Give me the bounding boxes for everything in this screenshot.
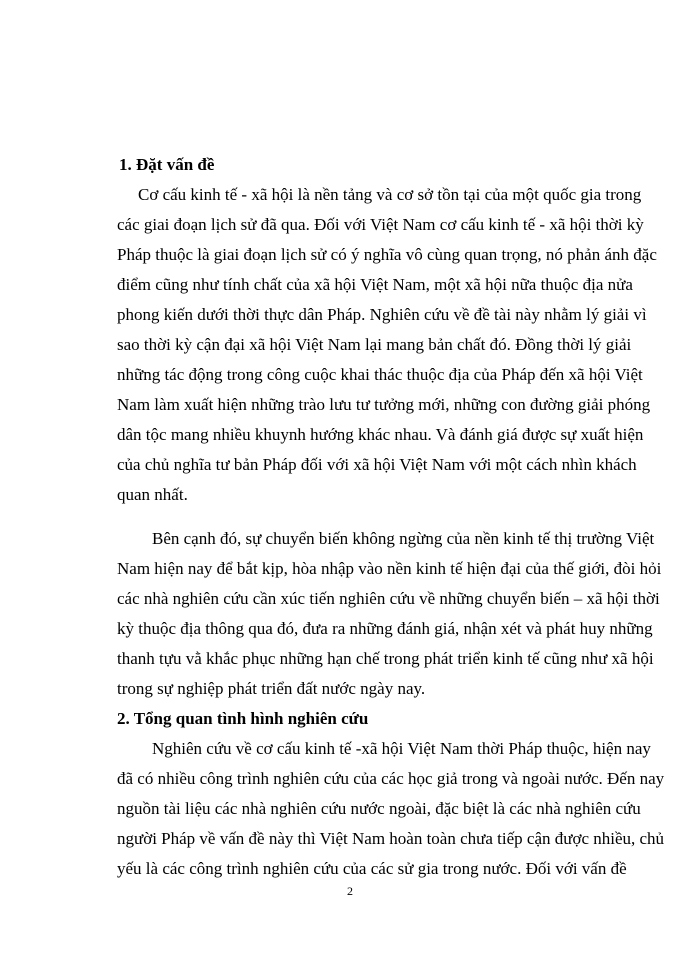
text-line: thanh tựu vằ khắc phục những hạn chế trong phát triển kinh tế cũng như xã hội — [117, 649, 654, 668]
paragraph — [117, 180, 657, 510]
text-line: dân tộc mang nhiều khuynh hướng khác nhau. Và đánh giá được sự xuất hiện — [117, 425, 644, 444]
text-line: sao thời kỳ cận đại xã hội Việt Nam lại mang bản chất đó. Đồng thời lý giải — [117, 335, 632, 354]
page-number: 2 — [347, 884, 353, 898]
text-line: đã có nhiều công trình nghiên cứu của các học giả trong và ngoài nước. Đến nay — [117, 769, 665, 788]
text-line: kỳ thuộc địa thông qua đó, đưa ra những đánh giá, nhận xét và phát huy những — [117, 619, 653, 638]
text-line: Cơ cấu kinh tế - xã hội là nền tảng và cơ sở tồn tại của một quốc gia trong — [138, 185, 642, 204]
text-line: người Pháp về vấn đề này thì Việt Nam hoàn toàn chưa tiếp cận được nhiều, chủ — [117, 829, 665, 848]
text-line: các giai đoạn lịch sử đã qua. Đối với Việt Nam cơ cấu kinh tế - xã hội thời kỳ — [117, 215, 644, 234]
section-heading-2: 2. Tổng quan tình hình nghiên cứu — [117, 709, 369, 728]
text-line: quan nhất. — [117, 485, 188, 504]
text-line: Nghiên cứu về cơ cấu kinh tế -xã hội Việt Nam thời Pháp thuộc, hiện nay — [152, 739, 651, 758]
text-line: các nhà nghiên cứu cần xúc tiến nghiên cứu về những chuyển biến – xã hội thời — [117, 589, 660, 608]
text-line: Pháp thuộc là giai đoạn lịch sử có ý nghĩa vô cùng quan trọng, nó phản ánh đặc — [117, 245, 657, 264]
text-line: điểm cũng như tính chất của xã hội Việt Nam, một xã hội nữa thuộc địa nửa — [117, 275, 633, 294]
text-line: yếu là các công trình nghiên cứu của các sử gia trong nước. Đối với vấn đề — [117, 859, 627, 878]
text-line: phong kiến dưới thời thực dân Pháp. Nghiên cứu về đề tài này nhằm lý giải vì — [117, 305, 647, 324]
text-line: Nam làm xuất hiện những trào lưu tư tưởng mới, những con đường giải phóng — [117, 395, 651, 414]
text-line: trong sự nghiệp phát triển đất nước ngày nay. — [117, 679, 426, 698]
text-line: nguồn tài liệu các nhà nghiên cứu nước ngoài, đặc biệt là các nhà nghiên cứu — [117, 799, 641, 818]
paragraph — [117, 734, 665, 884]
paragraph — [117, 524, 662, 704]
text-line: những tác động trong công cuộc khai thác thuộc địa của Pháp đến xã hội Việt — [117, 365, 643, 384]
section-heading-1: 1. Đặt vấn đề — [119, 155, 215, 174]
text-line: Nam hiện nay để bắt kịp, hòa nhập vào nền kinh tế hiện đại của thế giới, đòi hỏi — [117, 559, 662, 578]
text-line: Bên cạnh đó, sự chuyển biến không ngừng của nền kinh tế thị trường Việt — [152, 529, 655, 548]
document-page — [117, 150, 665, 884]
text-line: của chủ nghĩa tư bản Pháp đối với xã hội Việt Nam với một cách nhìn khách — [117, 455, 637, 474]
